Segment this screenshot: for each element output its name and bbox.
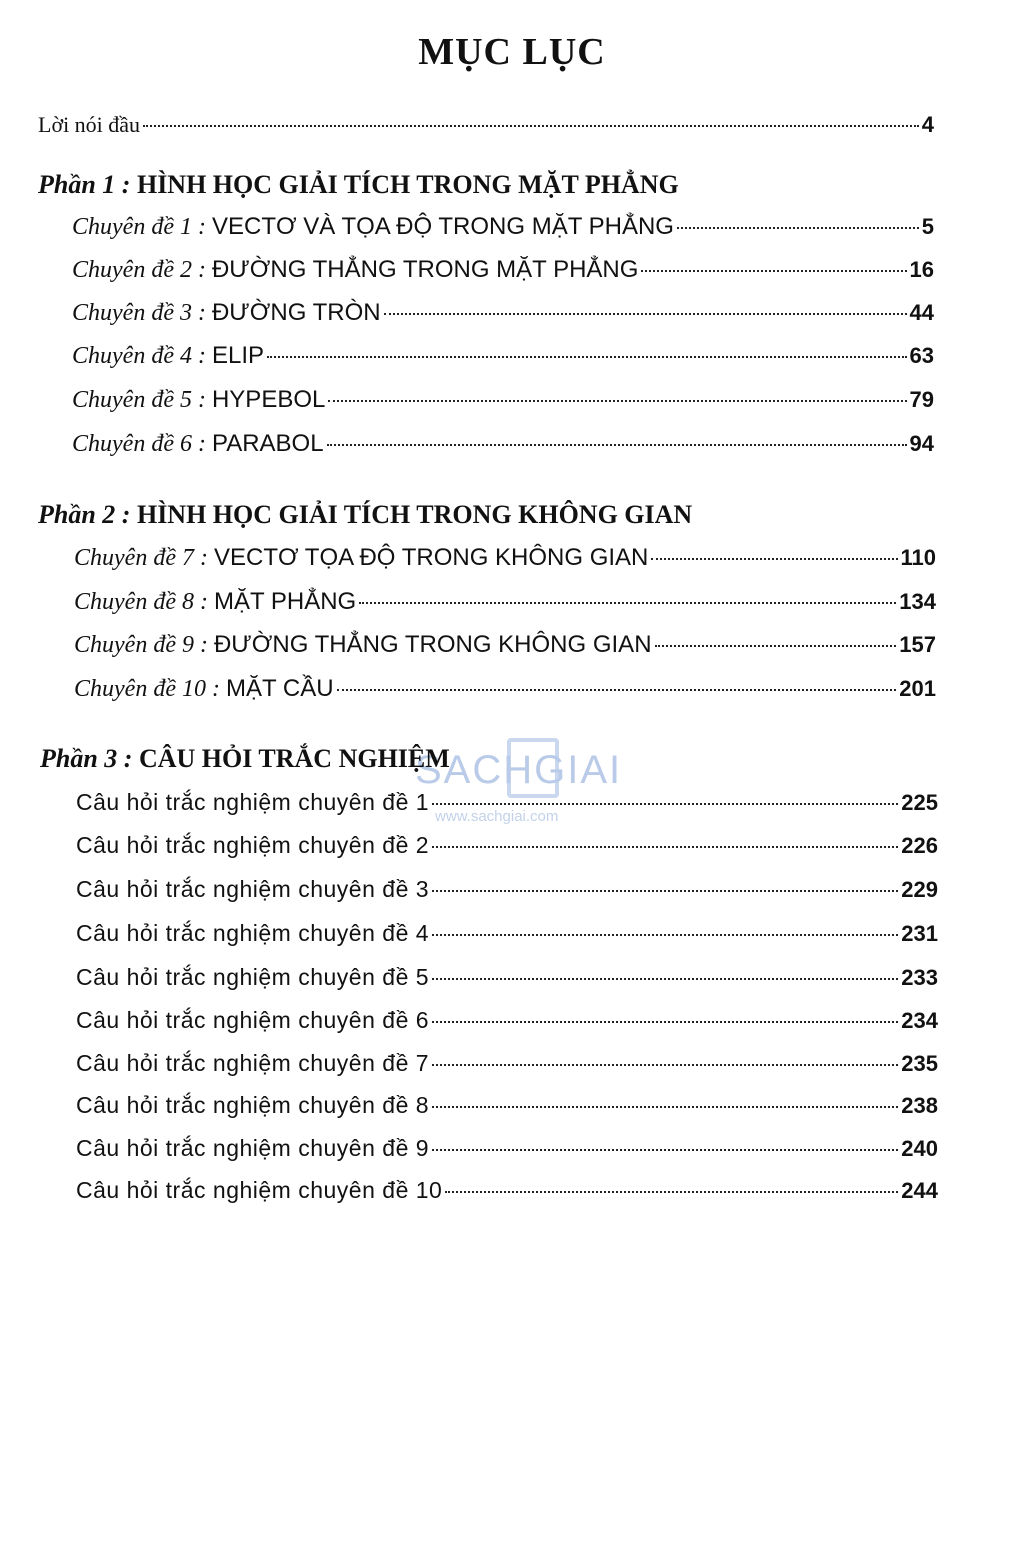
topic-prefix: Chuyên đề 3 : (72, 300, 206, 326)
topic-prefix: Chuyên đề 2 : (72, 257, 206, 283)
watermark-brand: SACHGIAI (415, 748, 623, 792)
toc-page-number: 226 (901, 833, 938, 858)
topic-title: ĐƯỜNG THẲNG TRONG KHÔNG GIAN (213, 631, 652, 658)
topic-prefix: Chuyên đề 1 : (72, 214, 206, 240)
toc-entry-quiz[interactable] (76, 1135, 938, 1162)
part-title: HÌNH HỌC GIẢI TÍCH TRONG KHÔNG GIAN (136, 500, 693, 529)
toc-page-number: 5 (921, 214, 934, 239)
part-prefix: Phần 2 : (38, 500, 131, 529)
toc-entry-topic[interactable] (74, 544, 936, 572)
toc-page-number: 234 (901, 1008, 938, 1033)
toc-entry-quiz[interactable] (76, 920, 938, 947)
toc-entry-quiz[interactable] (76, 1177, 938, 1204)
topic-prefix: Chuyên đề 10 : (74, 676, 220, 702)
dot-leader (432, 1064, 898, 1066)
toc-page-number: 201 (899, 676, 936, 701)
topic-prefix: Chuyên đề 9 : (74, 632, 208, 658)
toc-entry-label: Lời nói đầu (38, 112, 141, 137)
topic-prefix: Chuyên đề 6 : (72, 431, 206, 457)
dot-leader (432, 978, 898, 980)
quiz-title: Câu hỏi trắc nghiệm chuyên đề 7 (76, 1050, 430, 1076)
quiz-title: Câu hỏi trắc nghiệm chuyên đề 3 (76, 876, 430, 902)
part-prefix: Phần 3 : (40, 744, 133, 773)
toc-entry-quiz[interactable] (76, 1050, 938, 1077)
quiz-title: Câu hỏi trắc nghiệm chuyên đề 10 (76, 1177, 443, 1203)
toc-page-number: 44 (909, 300, 934, 325)
dot-leader (641, 270, 906, 272)
quiz-title: Câu hỏi trắc nghiệm chuyên đề 4 (76, 920, 430, 946)
toc-page-number: 240 (901, 1136, 938, 1161)
dot-leader (359, 602, 896, 604)
topic-prefix: Chuyên đề 4 : (72, 343, 206, 369)
topic-title: VECTƠ TỌA ĐỘ TRONG KHÔNG GIAN (213, 544, 649, 571)
dot-leader (432, 803, 898, 805)
toc-entry-topic[interactable] (72, 256, 934, 284)
toc-entry-topic[interactable] (72, 342, 934, 370)
topic-title: ELIP (211, 342, 264, 369)
dot-leader (432, 1106, 898, 1108)
dot-leader (327, 444, 907, 446)
toc-entry-intro[interactable] (38, 112, 934, 138)
toc-entry-topic[interactable] (72, 299, 934, 327)
topic-title: MẶT PHẲNG (213, 588, 357, 615)
dot-leader (651, 558, 897, 560)
toc-page-number: 238 (901, 1093, 938, 1118)
dot-leader (432, 934, 898, 936)
toc-page-number: 134 (899, 589, 936, 614)
toc-page-number: 110 (900, 545, 936, 570)
page-title: MỤC LỤC (418, 31, 606, 73)
topic-title: HYPEBOL (211, 386, 326, 413)
part-heading-1 (38, 170, 679, 200)
dot-leader (432, 1021, 898, 1023)
part-heading-3 (40, 744, 450, 774)
dot-leader (143, 125, 919, 127)
quiz-title: Câu hỏi trắc nghiệm chuyên đề 6 (76, 1007, 430, 1033)
toc-page-number: 94 (909, 431, 934, 456)
toc-entry-quiz[interactable] (76, 832, 938, 859)
toc-entry-topic[interactable] (72, 213, 934, 241)
quiz-title: Câu hỏi trắc nghiệm chuyên đề 2 (76, 832, 430, 858)
dot-leader (677, 227, 919, 229)
toc-page-number: 79 (909, 387, 934, 412)
toc-entry-quiz[interactable] (76, 964, 938, 991)
dot-leader (337, 689, 897, 691)
topic-title: VECTƠ VÀ TỌA ĐỘ TRONG MẶT PHẲNG (211, 213, 674, 240)
toc-page-number: 16 (909, 257, 934, 282)
toc-entry-quiz[interactable] (76, 1007, 938, 1034)
part-title: HÌNH HỌC GIẢI TÍCH TRONG MẶT PHẲNG (136, 170, 679, 199)
toc-entry-topic[interactable] (74, 675, 936, 703)
toc-entry-topic[interactable] (74, 588, 936, 616)
topic-title: PARABOL (211, 430, 324, 457)
toc-page-number: 235 (901, 1051, 938, 1076)
toc-page-number: 233 (901, 965, 938, 990)
quiz-title: Câu hỏi trắc nghiệm chuyên đề 5 (76, 964, 430, 990)
toc-page-number: 244 (901, 1178, 938, 1203)
topic-title: ĐƯỜNG THẲNG TRONG MẶT PHẲNG (211, 256, 639, 283)
dot-leader (445, 1191, 898, 1193)
topic-title: MẶT CẦU (225, 675, 334, 702)
toc-entry-quiz[interactable] (76, 876, 938, 903)
topic-prefix: Chuyên đề 5 : (72, 387, 206, 413)
toc-page-number: 229 (901, 877, 938, 902)
dot-leader (267, 356, 907, 358)
part-title: CÂU HỎI TRẮC NGHIỆM (138, 744, 450, 773)
toc-page-number: 4 (921, 112, 934, 137)
topic-title: ĐƯỜNG TRÒN (211, 299, 381, 326)
toc-entry-topic[interactable] (72, 430, 934, 458)
toc-entry-quiz[interactable] (76, 1092, 938, 1119)
watermark-url: www.sachgiai.com (435, 808, 559, 825)
topic-prefix: Chuyên đề 7 : (74, 545, 208, 571)
dot-leader (384, 313, 907, 315)
toc-entry-topic[interactable] (72, 386, 934, 414)
toc-entry-topic[interactable] (74, 631, 936, 659)
quiz-title: Câu hỏi trắc nghiệm chuyên đề 8 (76, 1092, 430, 1118)
dot-leader (328, 400, 906, 402)
dot-leader (432, 890, 898, 892)
part-prefix: Phần 1 : (38, 170, 131, 199)
toc-page-number: 157 (899, 632, 936, 657)
quiz-title: Câu hỏi trắc nghiệm chuyên đề 9 (76, 1135, 430, 1161)
topic-prefix: Chuyên đề 8 : (74, 589, 208, 615)
part-heading-2 (38, 500, 692, 530)
toc-page-number: 231 (901, 921, 938, 946)
toc-page-number: 225 (901, 790, 938, 815)
toc-entry-quiz[interactable] (76, 789, 938, 816)
dot-leader (432, 1149, 898, 1151)
dot-leader (655, 645, 897, 647)
quiz-title: Câu hỏi trắc nghiệm chuyên đề 1 (76, 789, 430, 815)
dot-leader (432, 846, 898, 848)
toc-page-number: 63 (909, 343, 934, 368)
